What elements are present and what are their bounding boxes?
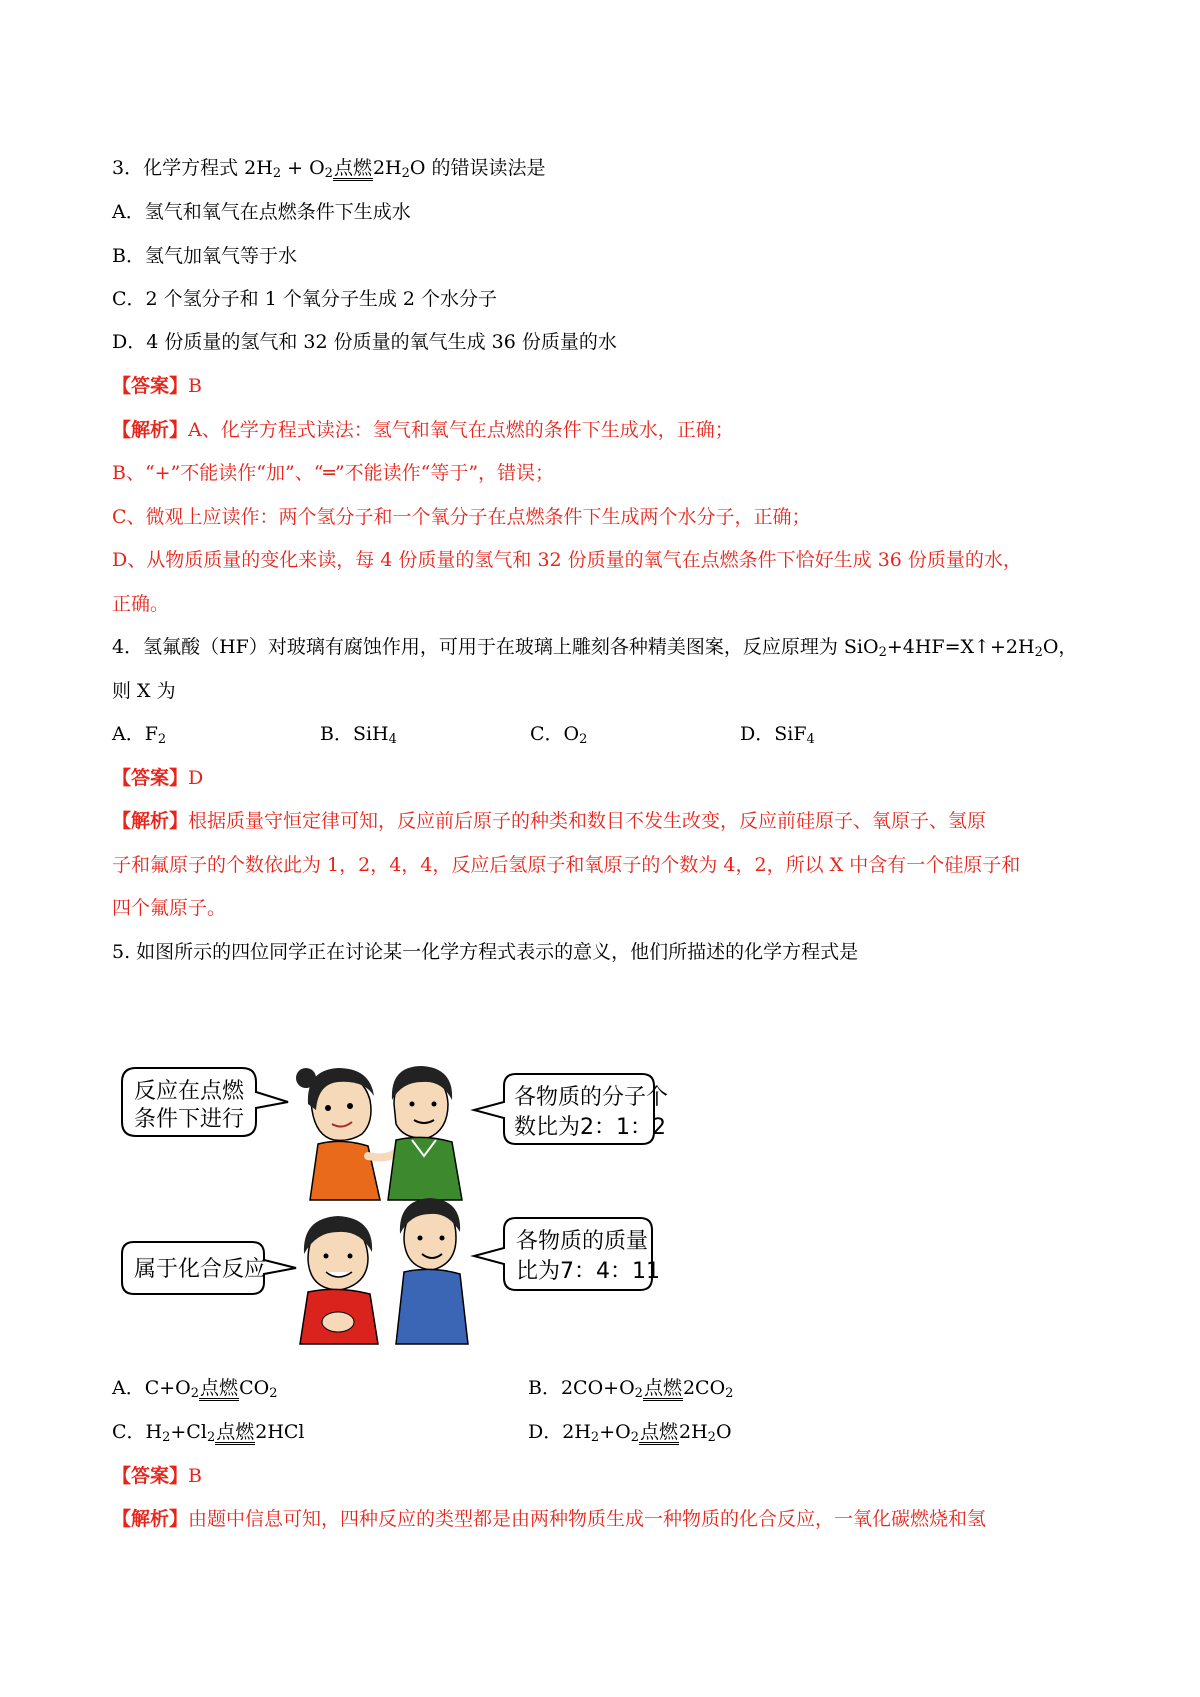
- q3-eq-rhs: 2H: [372, 157, 402, 179]
- q5-option-d-text: D．2H: [528, 1421, 591, 1443]
- answer-value: B: [188, 375, 202, 397]
- q5-sub: 2: [190, 1386, 200, 1401]
- q3-option-a: A．氢气和氧气在点燃条件下生成水: [112, 201, 411, 223]
- q5-sub: 2: [630, 1430, 639, 1445]
- q4-option-c: [530, 720, 587, 748]
- q5-product: 2HCl: [255, 1421, 305, 1443]
- q4-option-c-text: C．O: [530, 723, 580, 745]
- analysis-tag: 【解析】: [112, 1508, 189, 1530]
- q5-reactant: +Cl: [170, 1421, 207, 1443]
- q5-product: O: [715, 1421, 732, 1443]
- bubble-4-line-1: 各物质的质量: [516, 1229, 649, 1254]
- q4-option-a: [112, 720, 166, 748]
- discussion-illustration: [112, 1060, 727, 1346]
- bubble-2-line-1: 各物质的分子个: [514, 1085, 669, 1110]
- q3-option-c: C．2 个氢分子和 1 个氧分子生成 2 个水分子: [112, 288, 498, 310]
- bubble-1-line-2: 条件下进行: [134, 1107, 245, 1132]
- bubble-2-line-2: 数比为2：1：2: [514, 1115, 666, 1140]
- q5-option-b: [528, 1374, 733, 1402]
- q5-sub: 2: [206, 1430, 216, 1445]
- q4-sub: 2: [579, 732, 588, 747]
- q3-analysis-3: C、微观上应读作：两个氢分子和一个氧分子在点燃条件下生成两个水分子，正确；: [112, 506, 811, 528]
- q3-eq-o-sub: 2: [324, 166, 333, 181]
- q5-stem: 5. 如图所示的四位同学正在讨论某一化学方程式表示的意义，他们所描述的化学方程式是: [112, 941, 859, 963]
- q4-option-d-text: D．SiF: [740, 723, 807, 745]
- analysis-text: 由题中信息可知，四种反应的类型都是由两种物质生成一种物质的化合反应，一氧化碳燃烧和氢: [188, 1508, 987, 1530]
- q5-product: 2CO: [682, 1377, 726, 1399]
- q5-sub: 2: [590, 1430, 600, 1445]
- q5-sub: 2: [725, 1386, 734, 1401]
- q4-analysis-2: 子和氟原子的个数依此为 1，2，4，4，反应后氢原子和氧原子的个数为 4，2，所以 X 中含有一个硅原子和: [112, 854, 1021, 876]
- q3-eq-lhs-sub: 2: [272, 166, 282, 181]
- q3-eq-rhs-sub: 2: [401, 166, 410, 181]
- q5-product: CO: [239, 1377, 270, 1399]
- q5-condition: 点燃: [639, 1421, 678, 1443]
- speech-bubble-3: [122, 1242, 296, 1294]
- boy-student-green: [388, 1066, 462, 1200]
- q5-condition: 点燃: [216, 1421, 255, 1443]
- q4-stem-text: 4．氢氟酸（HF）对玻璃有腐蚀作用，可用于在玻璃上雕刻各种精美图案，反应原理为 SiO: [112, 636, 879, 658]
- q3-eq-rhs-tail: O: [409, 157, 426, 179]
- q5-answer: [112, 1462, 202, 1490]
- q4-sub: 2: [878, 645, 887, 660]
- q5-sub: 2: [707, 1430, 716, 1445]
- q3-eq-condition: 点燃: [333, 157, 372, 179]
- q4-analysis-3: 四个氟原子。: [112, 897, 227, 919]
- q4-stem-2: 则 X 为: [112, 680, 176, 702]
- q4-sub: 2: [157, 732, 167, 747]
- bubble-4-line-2: 比为7：4：11: [516, 1259, 660, 1284]
- q4-option-b: [320, 720, 397, 748]
- q3-stem: [112, 154, 546, 182]
- q3-analysis-2: B、“+”不能读作“加”、“═”不能读作“等于”，错误；: [112, 462, 555, 484]
- q3-option-b: B．氢气加氧气等于水: [112, 245, 297, 267]
- q5-analysis-1: [112, 1505, 986, 1533]
- q3-analysis-4: D、从物质质量的变化来读，每 4 份质量的氢气和 32 份质量的氧气在点燃条件下恰好生成 36 份质量的水，: [112, 549, 1022, 571]
- girl-student: [296, 1068, 396, 1200]
- q4-stem-1: [112, 633, 1077, 661]
- q5-condition: 点燃: [200, 1377, 239, 1399]
- q5-option-b-text: B．2CO+O: [528, 1377, 635, 1399]
- answer-value: B: [188, 1465, 202, 1487]
- q5-sub: 2: [634, 1386, 643, 1401]
- q5-sub: 2: [162, 1430, 171, 1445]
- q5-product: 2H: [678, 1421, 708, 1443]
- speech-bubble-1: [122, 1068, 288, 1136]
- q3-analysis-5: 正确。: [112, 593, 170, 615]
- q5-reactant: +O: [599, 1421, 631, 1443]
- analysis-tag: 【解析】: [112, 810, 189, 832]
- analysis-text: A、化学方程式读法：氢气和氧气在点燃的条件下生成水，正确；: [188, 419, 734, 441]
- q3-option-d: D．4 份质量的氢气和 32 份质量的氧气生成 36 份质量的水: [112, 331, 617, 353]
- q4-sub: 4: [806, 732, 815, 747]
- q4-stem-text: O，: [1042, 636, 1078, 658]
- q3-answer: [112, 372, 202, 400]
- answer-tag: 【答案】: [112, 767, 189, 789]
- q3-stem-suffix: 的错误读法是: [425, 157, 546, 179]
- speech-bubble-2: [474, 1074, 668, 1144]
- q3-eq-lhs: 2H: [244, 157, 273, 179]
- q5-option-a: [112, 1374, 277, 1402]
- q4-option-b-text: B．SiH: [320, 723, 389, 745]
- bubble-3-text: 属于化合反应: [134, 1257, 267, 1282]
- q5-condition: 点燃: [643, 1377, 682, 1399]
- analysis-tag: 【解析】: [112, 419, 189, 441]
- q4-analysis-1: [112, 807, 986, 835]
- bubble-1-line-1: 反应在点燃: [134, 1079, 245, 1104]
- q4-stem-text: +4HF=X↑+2H: [886, 636, 1035, 658]
- q4-sub: 2: [1034, 645, 1043, 660]
- answer-value: D: [188, 767, 204, 789]
- analysis-text: 根据质量守恒定律可知，反应前后原子的种类和数目不发生改变，反应前硅原子、氧原子、氢原: [188, 810, 987, 832]
- answer-tag: 【答案】: [112, 375, 189, 397]
- q5-sub: 2: [269, 1386, 278, 1401]
- q4-answer: [112, 764, 203, 792]
- q5-option-c: [112, 1418, 305, 1446]
- boy-student-blue: [396, 1198, 468, 1344]
- q4-option-a-text: A．F: [112, 723, 158, 745]
- q5-option-d: [528, 1418, 732, 1446]
- boy-student-red: [300, 1216, 378, 1344]
- q5-option-c-text: C．H: [112, 1421, 163, 1443]
- q4-option-d: [740, 720, 815, 748]
- q3-analysis-1: [112, 416, 734, 444]
- speech-bubble-4: [474, 1218, 660, 1290]
- q5-option-a-text: A．C+O: [112, 1377, 191, 1399]
- q3-eq-plus: + O: [281, 157, 325, 179]
- answer-tag: 【答案】: [112, 1465, 189, 1487]
- q3-stem-prefix: 3．化学方程式: [112, 157, 245, 179]
- q4-sub: 4: [388, 732, 397, 747]
